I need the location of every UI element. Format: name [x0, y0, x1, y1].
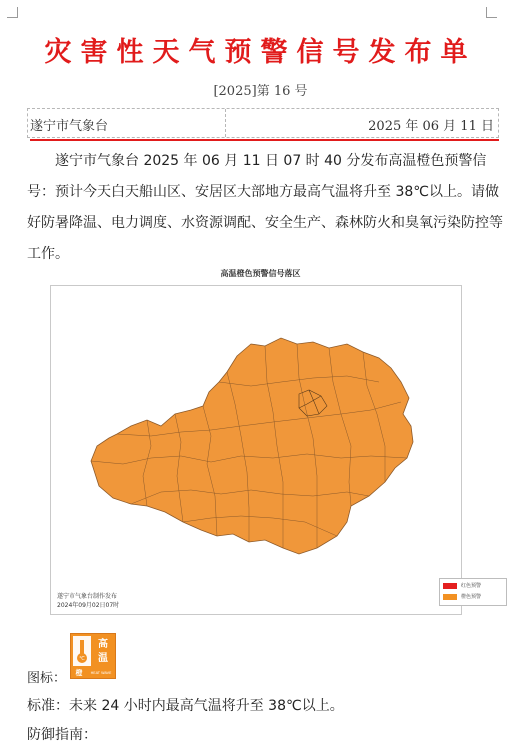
page-corner-mark-left — [7, 7, 18, 18]
legend-item-red — [443, 582, 481, 589]
issuer-table — [27, 108, 499, 138]
map-credit-line1: 遂宁市气象台制作发布 — [57, 593, 118, 600]
high-temperature-orange-icon — [70, 633, 116, 679]
legend-item-orange — [443, 593, 481, 600]
issuer-name: 遂宁市气象台 — [30, 119, 109, 134]
suining-region-shape — [91, 338, 413, 554]
map-credit-line2: 2024年09月02日07时 — [57, 602, 120, 609]
map-legend — [439, 578, 507, 606]
icon-text-orange: 橙 — [75, 669, 83, 677]
icon-text-temp: 温 — [98, 653, 108, 664]
document-number: [2025]第 16 号 — [213, 84, 308, 99]
defense-guide-heading: 防御指南： — [27, 727, 97, 743]
warning-map — [50, 285, 482, 615]
red-separator-line — [30, 139, 499, 141]
page-corner-mark-right — [486, 7, 497, 18]
table-divider — [225, 109, 226, 137]
legend-label-red: 红色预警 — [461, 583, 482, 589]
warning-paragraph — [27, 146, 503, 270]
document-title: 灾害性天气预警信号发布单 — [44, 37, 477, 68]
map-svg — [51, 286, 461, 614]
warning-standard: 标准：未来 24 小时内最高气温将升至 38℃以上。 — [27, 698, 344, 714]
icon-text-high: 高 — [98, 639, 108, 650]
svg-text:℃: ℃ — [79, 656, 85, 662]
icon-text-en: HEAT WAVE — [90, 671, 112, 675]
issue-date: 2025 年 06 月 11 日 — [368, 119, 494, 134]
legend-swatch-red — [443, 583, 457, 589]
legend-swatch-orange — [443, 594, 457, 600]
legend-label-orange: 橙色预警 — [461, 594, 482, 600]
map-title: 高温橙色预警信号落区 — [220, 269, 301, 278]
warning-text: 遂宁市气象台 2025 年 06 月 11 日 07 时 40 分发布高温橙色预警信号：预计今天白天船山区、安居区大部地方最高气温将升至 38℃以上。请做好防暑降温、电力调度、水资源调配、安全生产、森林防火和臭氧污染防控等工作。 — [27, 153, 503, 262]
map-credit — [57, 592, 119, 610]
icon-label: 图标： — [27, 671, 67, 686]
thermometer-icon — [71, 634, 115, 678]
